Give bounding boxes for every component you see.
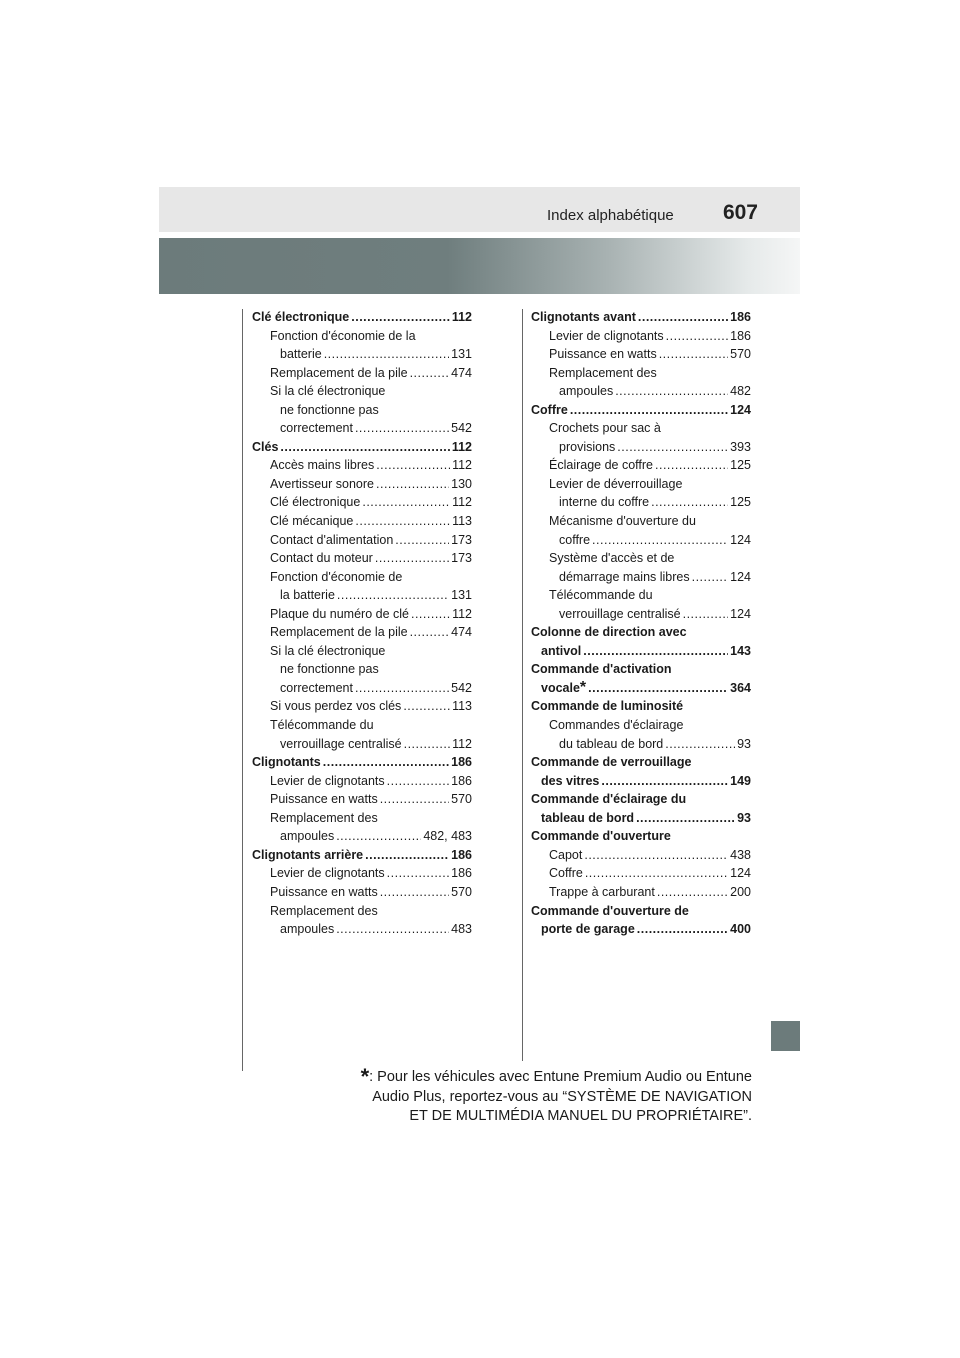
dot-leader bbox=[659, 345, 728, 364]
dot-leader bbox=[375, 549, 449, 568]
index-entry bbox=[252, 864, 472, 883]
index-term: Clé mécanique bbox=[270, 514, 354, 529]
page-reference: 542 bbox=[451, 421, 472, 436]
page-reference: 393 bbox=[730, 439, 751, 454]
index-term: coffre bbox=[559, 532, 591, 547]
page-reference: 474 bbox=[451, 625, 472, 640]
dot-leader bbox=[336, 920, 449, 939]
page-reference: 124 bbox=[730, 402, 751, 417]
index-entry bbox=[531, 364, 751, 383]
index-term: Remplacement des bbox=[270, 810, 378, 825]
index-term: Levier de clignotants bbox=[270, 866, 385, 881]
page-header bbox=[159, 187, 800, 232]
page-reference: 438 bbox=[730, 847, 751, 862]
index-term: Fonction d'économie de bbox=[270, 569, 403, 584]
index-term: Télécommande du bbox=[270, 718, 374, 733]
index-entry bbox=[252, 493, 472, 512]
index-entry bbox=[531, 660, 751, 679]
dot-leader bbox=[355, 512, 450, 531]
index-entry bbox=[531, 846, 751, 865]
index-entry bbox=[252, 549, 472, 568]
index-entry bbox=[531, 697, 751, 716]
page-reference: 131 bbox=[451, 588, 472, 603]
dot-leader bbox=[362, 493, 450, 512]
index-term: verrouillage centralisé bbox=[559, 606, 681, 621]
index-term: porte de garage bbox=[541, 922, 635, 937]
index-entry bbox=[252, 697, 472, 716]
index-entry bbox=[531, 920, 751, 939]
index-term: Clé électronique bbox=[270, 495, 361, 510]
page-reference: 482 bbox=[730, 384, 751, 399]
index-entry bbox=[252, 364, 472, 383]
footnote-line: Audio Plus, reportez-vous au “SYSTÈME DE NAVIGATION bbox=[372, 1088, 752, 1105]
dot-leader bbox=[570, 401, 728, 420]
dot-leader bbox=[592, 531, 728, 550]
dot-leader bbox=[657, 883, 728, 902]
index-entry bbox=[531, 382, 751, 401]
index-term: Clignotants arrière bbox=[252, 847, 364, 862]
dot-leader bbox=[395, 531, 449, 550]
index-term: Levier de clignotants bbox=[270, 773, 385, 788]
index-term: Télécommande du bbox=[549, 588, 653, 603]
page-reference: 173 bbox=[451, 532, 472, 547]
index-entry bbox=[252, 512, 472, 531]
index-entry bbox=[531, 864, 751, 883]
dot-leader bbox=[351, 308, 450, 327]
index-term: ampoules bbox=[280, 829, 335, 844]
page-reference: 474 bbox=[451, 365, 472, 380]
dot-leader bbox=[410, 623, 450, 642]
dot-leader bbox=[387, 772, 449, 791]
page-reference: 131 bbox=[451, 347, 472, 362]
dot-leader bbox=[336, 827, 421, 846]
dot-leader bbox=[324, 345, 449, 364]
index-term: interne du coffre bbox=[559, 495, 650, 510]
page-reference: 93 bbox=[737, 736, 751, 751]
index-entry bbox=[252, 456, 472, 475]
index-entry bbox=[531, 735, 751, 754]
dot-leader bbox=[583, 642, 728, 661]
index-term: des vitres bbox=[541, 773, 600, 788]
index-entry bbox=[252, 920, 472, 939]
index-entry bbox=[252, 586, 472, 605]
index-term: Levier de clignotants bbox=[549, 328, 664, 343]
middle-column-rule bbox=[522, 309, 523, 1061]
index-term: Commandes d'éclairage bbox=[549, 718, 684, 733]
dot-leader bbox=[683, 605, 729, 624]
index-term: batterie bbox=[280, 347, 322, 362]
index-term: correctement bbox=[280, 421, 353, 436]
index-term: Colonne de direction avec bbox=[531, 625, 687, 640]
index-term: vocale bbox=[541, 680, 580, 695]
index-entry bbox=[531, 790, 751, 809]
index-term: antivol bbox=[541, 643, 582, 658]
index-entry bbox=[252, 883, 472, 902]
page-reference: 186 bbox=[451, 866, 472, 881]
index-entry bbox=[252, 809, 472, 828]
dot-leader bbox=[636, 809, 735, 828]
dot-leader bbox=[601, 772, 728, 791]
index-column-right bbox=[531, 308, 751, 939]
dot-leader bbox=[404, 735, 450, 754]
index-term: provisions bbox=[559, 439, 616, 454]
index-entry bbox=[252, 382, 472, 401]
dot-leader bbox=[411, 605, 450, 624]
index-term: Commande d'ouverture bbox=[531, 829, 671, 844]
index-entry bbox=[252, 401, 472, 420]
page-reference: 570 bbox=[730, 347, 751, 362]
index-entry bbox=[252, 568, 472, 587]
index-term: Si la clé électronique bbox=[270, 643, 386, 658]
index-term: Commande de luminosité bbox=[531, 699, 684, 714]
index-term: ne fonctionne pas bbox=[280, 402, 379, 417]
index-entry bbox=[531, 345, 751, 364]
dot-leader bbox=[665, 735, 735, 754]
index-term: Crochets pour sac à bbox=[549, 421, 661, 436]
page-reference: 149 bbox=[730, 773, 751, 788]
index-entry bbox=[531, 308, 751, 327]
index-term: ampoules bbox=[559, 384, 614, 399]
index-entry bbox=[252, 735, 472, 754]
index-term: Accès mains libres bbox=[270, 458, 375, 473]
dot-leader bbox=[585, 864, 728, 883]
page-reference: 570 bbox=[451, 884, 472, 899]
index-entry bbox=[252, 605, 472, 624]
section-title: Index alphabétique bbox=[547, 207, 674, 224]
index-term: Puissance en watts bbox=[549, 347, 657, 362]
index-term: Trappe à carburant bbox=[549, 884, 655, 899]
dot-leader bbox=[410, 364, 450, 383]
page-reference: 173 bbox=[451, 551, 472, 566]
dot-leader bbox=[280, 438, 449, 457]
page-reference: 113 bbox=[452, 699, 472, 714]
dot-leader bbox=[651, 493, 728, 512]
index-term: verrouillage centralisé bbox=[280, 736, 402, 751]
index-entry bbox=[252, 327, 472, 346]
dot-leader bbox=[655, 456, 728, 475]
page-reference: 186 bbox=[451, 755, 472, 770]
index-entry bbox=[531, 512, 751, 531]
index-term: Remplacement de la pile bbox=[270, 365, 408, 380]
index-term: Puissance en watts bbox=[270, 884, 378, 899]
index-term: du tableau de bord bbox=[559, 736, 664, 751]
page-reference: 130 bbox=[451, 476, 472, 491]
dot-leader bbox=[588, 679, 728, 698]
page-reference: 542 bbox=[451, 680, 472, 695]
index-term: Contact d'alimentation bbox=[270, 532, 394, 547]
index-term: Clés bbox=[252, 439, 279, 454]
index-entry bbox=[531, 327, 751, 346]
header-gradient-band bbox=[159, 238, 800, 294]
dot-leader bbox=[637, 920, 728, 939]
index-term: Capot bbox=[549, 847, 583, 862]
index-term: Avertisseur sonore bbox=[270, 476, 374, 491]
page-reference: 482, 483 bbox=[423, 829, 472, 844]
index-column-left bbox=[252, 308, 472, 939]
index-entry bbox=[252, 902, 472, 921]
index-entry bbox=[531, 568, 751, 587]
index-term: Puissance en watts bbox=[270, 792, 378, 807]
page-reference: 112 bbox=[452, 458, 472, 473]
index-entry bbox=[531, 493, 751, 512]
dot-leader bbox=[692, 568, 729, 587]
dot-leader bbox=[355, 679, 449, 698]
index-term: Levier de déverrouillage bbox=[549, 476, 683, 491]
index-entry bbox=[252, 846, 472, 865]
index-entry bbox=[531, 401, 751, 420]
index-term: Clé électronique bbox=[252, 310, 350, 324]
dot-leader bbox=[380, 883, 449, 902]
index-entry bbox=[531, 605, 751, 624]
index-entry bbox=[252, 790, 472, 809]
index-term: Mécanisme d'ouverture du bbox=[549, 514, 696, 529]
index-entry bbox=[531, 642, 751, 661]
index-term: tableau de bord bbox=[541, 810, 635, 825]
index-term: Système d'accès et de bbox=[549, 551, 675, 566]
page-reference: 112 bbox=[452, 495, 472, 510]
page-reference: 124 bbox=[730, 569, 751, 584]
footnote-line: *: Pour les véhicules avec Entune Premium Audio ou Entune bbox=[360, 1064, 752, 1089]
index-term: Coffre bbox=[549, 866, 583, 881]
index-entry bbox=[252, 660, 472, 679]
index-entry bbox=[252, 345, 472, 364]
page-reference: 186 bbox=[730, 310, 751, 324]
page-reference: 112 bbox=[451, 439, 472, 454]
page-reference: 112 bbox=[452, 606, 472, 621]
index-term: correctement bbox=[280, 680, 353, 695]
index-entry bbox=[531, 883, 751, 902]
page-reference: 570 bbox=[451, 792, 472, 807]
index-entry bbox=[252, 642, 472, 661]
dot-leader bbox=[584, 846, 728, 865]
index-term: Commande de verrouillage bbox=[531, 755, 692, 770]
index-term: Remplacement des bbox=[549, 365, 657, 380]
page-number: 607 bbox=[722, 201, 758, 224]
index-term: démarrage mains libres bbox=[559, 569, 690, 584]
index-entry bbox=[252, 753, 472, 772]
dot-leader bbox=[365, 846, 449, 865]
index-entry: vocale * ..... 364 bbox=[531, 679, 751, 698]
index-term: Si la clé électronique bbox=[270, 384, 386, 399]
index-entry bbox=[531, 772, 751, 791]
index-term: Plaque du numéro de clé bbox=[270, 606, 409, 621]
index-term: Remplacement des bbox=[270, 903, 378, 918]
page-reference: 125 bbox=[730, 458, 751, 473]
page-reference: 483 bbox=[451, 922, 472, 937]
index-term: Clignotants bbox=[252, 755, 321, 770]
index-term: Coffre bbox=[531, 402, 568, 417]
index-entry bbox=[531, 623, 751, 642]
page-reference: 93 bbox=[737, 810, 751, 825]
index-term: Remplacement de la pile bbox=[270, 625, 408, 640]
page-reference: 186 bbox=[451, 847, 472, 862]
page-reference: 364 bbox=[730, 680, 751, 695]
index-entry bbox=[531, 809, 751, 828]
index-entry bbox=[531, 456, 751, 475]
index-term: la batterie bbox=[280, 588, 335, 603]
page-reference: 186 bbox=[451, 773, 472, 788]
index-entry bbox=[531, 716, 751, 735]
index-entry bbox=[531, 475, 751, 494]
dot-leader bbox=[666, 327, 728, 346]
page-reference: 143 bbox=[730, 643, 751, 658]
dot-leader bbox=[617, 438, 728, 457]
index-term: Fonction d'économie de la bbox=[270, 328, 416, 343]
dot-leader bbox=[355, 419, 449, 438]
dot-leader bbox=[638, 308, 728, 327]
index-entry bbox=[252, 475, 472, 494]
footnote bbox=[360, 1064, 752, 1127]
index-entry bbox=[531, 438, 751, 457]
index-term: ne fonctionne pas bbox=[280, 662, 379, 677]
index-term: Éclairage de coffre bbox=[549, 458, 653, 473]
dot-leader bbox=[323, 753, 449, 772]
index-entry bbox=[531, 531, 751, 550]
page-reference: 200 bbox=[730, 884, 751, 899]
page-reference: 113 bbox=[452, 514, 472, 529]
dot-leader bbox=[376, 475, 449, 494]
index-entry bbox=[531, 753, 751, 772]
index-entry bbox=[531, 549, 751, 568]
dot-leader bbox=[337, 586, 449, 605]
index-entry bbox=[252, 827, 472, 846]
footnote-line: ET DE MULTIMÉDIA MANUEL DU PROPRIÉTAIRE”. bbox=[409, 1108, 752, 1124]
index-entry bbox=[252, 531, 472, 550]
index-term: Clignotants avant bbox=[531, 310, 636, 324]
footnote-marker: * bbox=[360, 1064, 370, 1089]
page-reference: 124 bbox=[730, 606, 751, 621]
page-reference: 112 bbox=[451, 310, 472, 324]
index-entry bbox=[252, 716, 472, 735]
dot-leader bbox=[403, 697, 450, 716]
index-entry bbox=[531, 827, 751, 846]
page-reference: 112 bbox=[452, 736, 472, 751]
index-term: Commande d'activation bbox=[531, 662, 672, 677]
index-term: Commande d'éclairage du bbox=[531, 792, 687, 807]
page-reference: 400 bbox=[730, 922, 751, 937]
index-term: ampoules bbox=[280, 922, 335, 937]
page-reference: 125 bbox=[730, 495, 751, 510]
section-thumb-tab bbox=[771, 1021, 800, 1051]
index-entry bbox=[531, 419, 751, 438]
index-entry bbox=[252, 419, 472, 438]
index-entry bbox=[252, 679, 472, 698]
index-term: Contact du moteur bbox=[270, 551, 373, 566]
dot-leader bbox=[376, 456, 450, 475]
index-term: Si vous perdez vos clés bbox=[270, 699, 402, 714]
page-reference: 124 bbox=[730, 532, 751, 547]
index-entry bbox=[252, 308, 472, 327]
dot-leader bbox=[615, 382, 728, 401]
index-entry bbox=[252, 623, 472, 642]
page-reference: 186 bbox=[730, 328, 751, 343]
dot-leader bbox=[380, 790, 449, 809]
index-entry bbox=[252, 438, 472, 457]
page-reference: 124 bbox=[730, 866, 751, 881]
dot-leader bbox=[387, 864, 449, 883]
index-entry bbox=[531, 586, 751, 605]
index-entry bbox=[531, 902, 751, 921]
index-entry bbox=[252, 772, 472, 791]
left-column-rule bbox=[242, 309, 243, 1071]
index-term: Commande d'ouverture de bbox=[531, 903, 689, 918]
